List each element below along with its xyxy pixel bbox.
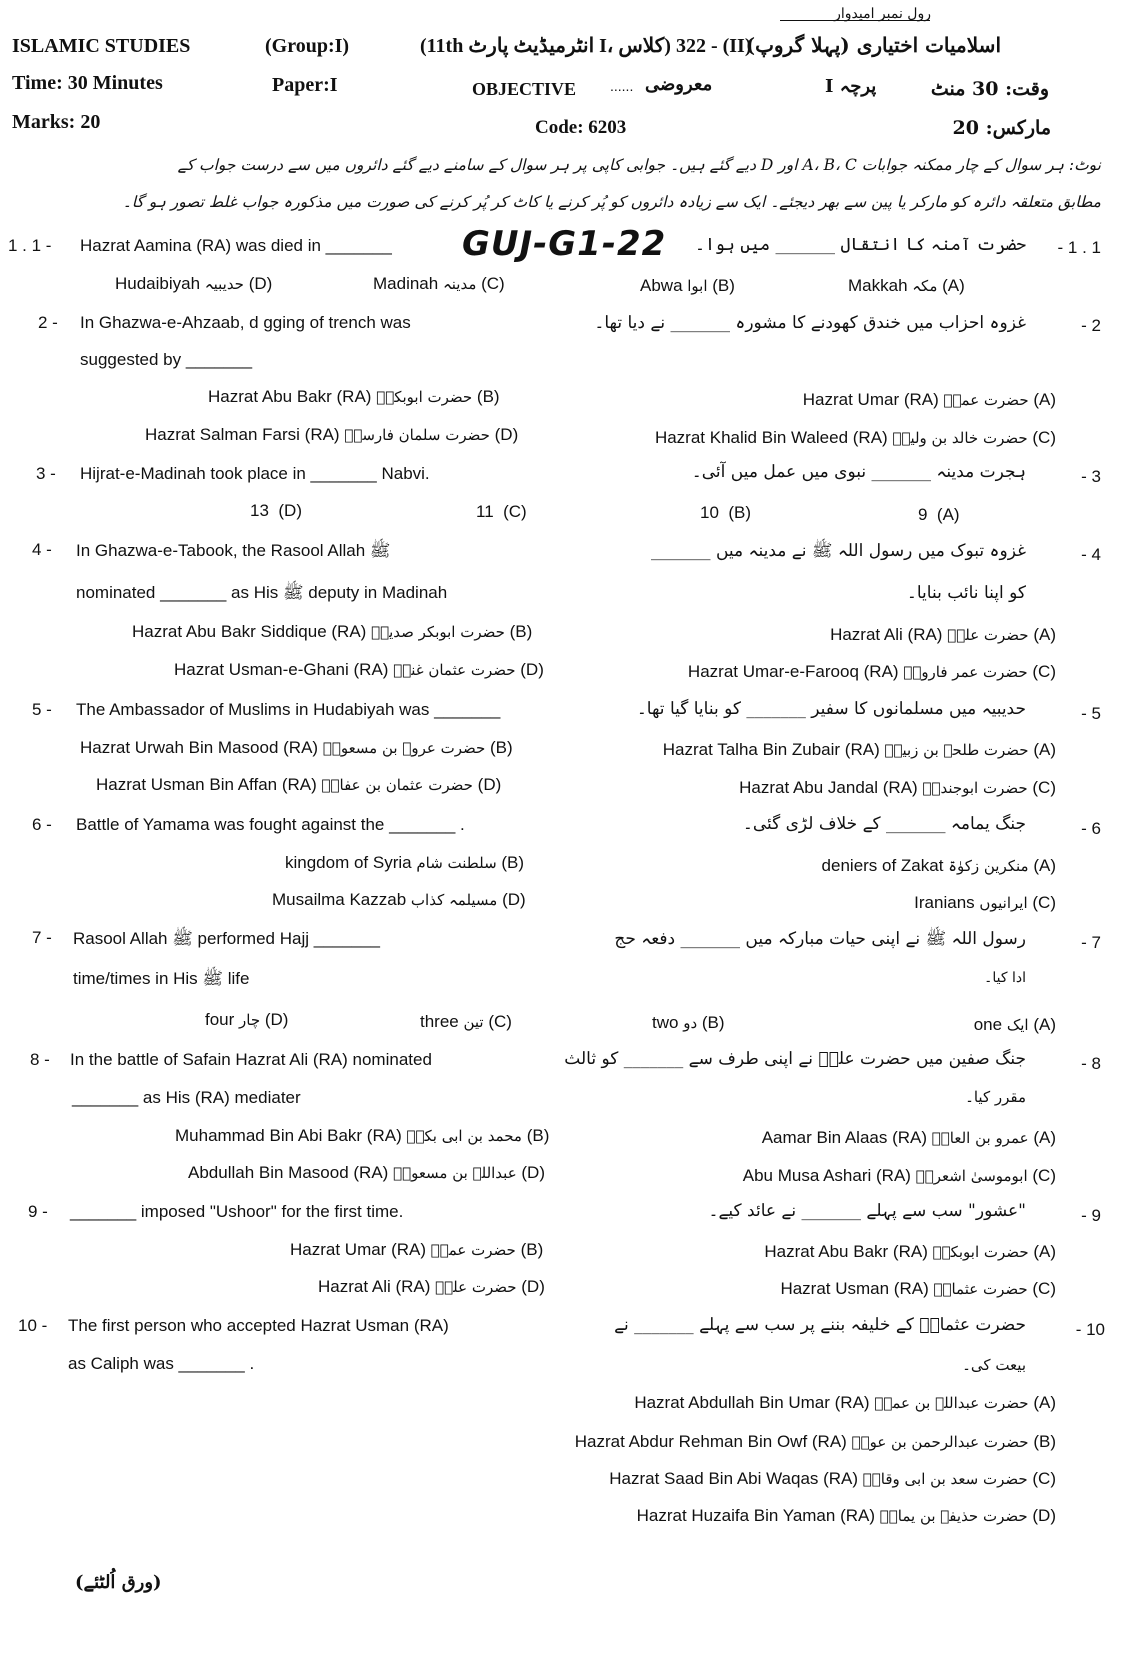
paper-urdu: پرچہ I [825,76,877,97]
option-letter: (D) [264,1010,289,1029]
option-text-ur: حضرت ابوبکرؓ [932,1243,1029,1261]
option-text-ur: حضرت عبداللہ بن عمرؓ [874,1394,1029,1412]
option-letter: (C) [1032,428,1056,447]
option-text-en: Hazrat Abu Bakr (RA) [208,387,372,406]
turn-over-note: (ورق اُلٹئے) [75,1572,162,1593]
option-d [205,1010,288,1030]
option-text-en: 10 [700,503,719,522]
question-text-en-line-2: suggested by _______ [80,350,253,369]
option-text-en: Hazrat Abu Bakr Siddique (RA) [132,622,367,641]
question-number-en: 7 - [32,928,52,947]
option-text-ur: مکہ [912,277,938,295]
option-text-ur: دو [683,1014,698,1032]
option-text-ur: عبداللہ بن مسعودؓ [393,1164,517,1182]
question-text-en: Rasool Allah ﷺ performed Hajj _______ [73,929,380,948]
option-text-ur: حضرت علیؓ [435,1278,517,1296]
question-number-en: 8 - [30,1050,50,1069]
option-text-en: Hazrat Saad Bin Abi Waqas (RA) [609,1469,859,1488]
option-b [575,1432,1056,1452]
option-d [96,775,501,795]
option-letter: (D) [520,660,544,679]
question-text-en: The first person who accepted Hazrat Usman (RA) [68,1316,449,1335]
option-letter: (D) [521,1163,545,1182]
option-a [762,1128,1056,1148]
option-letter: (C) [1032,1469,1056,1488]
option-text-ur: حضرت عمرؓ [943,391,1029,409]
option-letter: (B) [1033,1432,1056,1451]
option-b [285,853,524,873]
time-english: Time: 30 Minutes [12,72,163,94]
roll-number-line [780,20,930,21]
option-c [420,1012,512,1032]
option-letter: (B) [490,738,513,757]
question-text-ur-line-2: بیعت کی۔ [962,1356,1026,1374]
option-text-ur: حضرت طلحہ بن زبیرؓ [884,741,1029,759]
option-letter: (C) [1032,1279,1056,1298]
option-text-en: Abu Musa Ashari (RA) [742,1166,911,1185]
question-text-ur: ہجرت مدینہ _______ نبوی میں عمل میں آئی۔ [691,462,1026,482]
question-text-ur: جنگ صفین میں حضرت علیؓ نے اپنی طرف سے _______ کو ثالث [564,1049,1026,1069]
option-letter: (A) [942,276,965,295]
option-letter: (D) [1032,1506,1056,1525]
question-text-en: Hazrat Aamina (RA) was died in _______ [80,236,392,255]
option-text-ur: عمرو بن العاصؓ [931,1129,1029,1147]
option-d [188,1163,545,1183]
option-text-en: kingdom of Syria [285,853,412,872]
option-text-en: Hazrat Usman Bin Affan (RA) [96,775,317,794]
option-letter: (A) [1033,1393,1056,1412]
subject-english: ISLAMIC STUDIES [12,35,191,57]
option-c [476,502,527,522]
option-letter: (A) [1033,1128,1056,1147]
class-code: (11th انٹرمیڈیٹ پارٹ I، کلاس) 322 - (II) [420,35,752,57]
option-letter: (C) [481,274,505,293]
question-text-en: _______ imposed "Ushoor" for the first time. [70,1202,404,1221]
question-number-ur: - 10 [1075,1320,1105,1339]
option-text-en: Iranians [914,893,975,912]
option-d [272,890,526,910]
option-letter: (A) [1033,1015,1056,1034]
option-text-en: 9 [918,505,928,524]
option-c [373,274,505,294]
option-text-en: Hazrat Talha Bin Zubair (RA) [662,740,880,759]
question-number-en: 1 . 1 - [8,236,52,255]
option-text-en: Hudaibiyah [115,274,201,293]
option-letter: (B) [509,622,533,641]
option-text-en: Hazrat Salman Farsi (RA) [145,425,340,444]
option-letter: (C) [1032,662,1056,681]
option-text-ur: مسیلمہ کذاب [410,891,498,909]
question-text-ur-line-2: ادا کیا۔ [984,970,1026,986]
roll-number-label: رول نمبر امیدوار [834,6,931,22]
option-d [250,501,302,521]
option-letter: (C) [1032,778,1056,797]
option-text-en: Hazrat Usman-e-Ghani (RA) [174,660,389,679]
option-letter: (D) [278,501,302,520]
option-letter: (B) [526,1126,550,1145]
question-text-ur: حدیبیہ میں مسلمانوں کا سفیر _______ کو بنایا گیا تھا۔ [636,699,1026,719]
option-text-en: Makkah [848,276,908,295]
option-a [663,740,1056,760]
question-text-en: In the battle of Safain Hazrat Ali (RA) nominated [70,1050,432,1069]
option-text-ur: حضرت سلمان فارسیؓ [344,426,490,444]
option-text-en: Abdullah Bin Masood (RA) [188,1163,389,1182]
option-letter: (B) [712,276,735,295]
option-text-en: four [205,1010,235,1029]
option-text-ur: حضرت ابوبکر صدیقؓ [371,623,505,641]
option-letter: (A) [936,505,960,524]
question-text-en-line-2: as Caliph was _______ . [68,1354,255,1373]
question-number-ur: - 6 [1081,819,1101,838]
option-a [634,1393,1056,1413]
question-text-ur: غزوہ تبوک میں رسول اللہ ﷺ نے مدینہ میں _______ [651,541,1026,561]
option-a [848,276,965,296]
option-text-ur: حضرت سعد بن ابی وقاصؓ [862,1470,1028,1488]
question-text-en-line-2: time/times in His ﷺ life [73,969,250,988]
option-c [743,1166,1056,1186]
option-text-ur: حضرت عمر فاروقؓ [903,663,1028,681]
option-text-ur: حضرت عثمان بن عفانؓ [321,776,473,794]
option-letter: (B) [701,1013,725,1032]
instructions-line-1: نوٹ: ہر سوال کے چار ممکنہ جوابات A، B، C اور D دیے گئے ہیں۔ جوابی کاپی پر ہر سوال کے سامنے دیے گئے دائروں میں سے درست جواب کے [177,156,1101,174]
question-number-ur: - 4 [1081,545,1101,564]
option-letter: (C) [1032,893,1056,912]
option-a [974,1015,1056,1035]
question-number-ur: - 3 [1081,467,1101,486]
option-b [652,1013,725,1033]
option-text-en: Hazrat Umar-e-Farooq (RA) [687,662,899,681]
question-text-ur: جنگ یمامہ _______ کے خلاف لڑی گئی۔ [742,814,1026,834]
subject-urdu: اسلامیات اختیاری (پہلا گروپ) [745,33,1001,57]
question-text-ur: رسول اللہ ﷺ نے اپنی حیات مبارکہ میں _______ دفعہ حج [614,929,1026,949]
paper-code: Code: 6203 [535,117,627,138]
objective-english: OBJECTIVE [472,79,577,99]
option-letter: (D) [502,890,526,909]
time-urdu: وقت: 30 منٹ [930,78,1049,100]
option-letter: (A) [1033,856,1056,875]
option-a [918,505,960,525]
option-text-en: two [652,1013,679,1032]
option-text-en: Hazrat Abdullah Bin Umar (RA) [634,1393,870,1412]
option-text-ur: حضرت خالد بن ولیدؓ [892,429,1028,447]
option-letter: (D) [521,1277,545,1296]
option-letter: (D) [248,274,273,293]
question-number-en: 9 - [28,1202,48,1221]
option-text-en: Hazrat Ali (RA) [318,1277,431,1296]
option-text-ur: حضرت عبدالرحمن بن عوفؓ [851,1433,1029,1451]
option-text-ur: حضرت عروہ بن مسعودؓ [322,739,486,757]
instructions-line-2: مطابق متعلقہ دائرہ کو مارکر یا پین سے بھر دیجئے۔ ایک سے زیادہ دائروں کو پُر کرنے یا کاٹ کر پُر کرنے کی صورت میں مذکورہ جواب غلط تصور ہو گا۔ [122,193,1101,211]
marks-english: Marks: 20 [12,111,101,133]
question-text-en: The Ambassador of Muslims in Hudabiyah was _______ [76,700,501,719]
option-text-ur: محمد بن ابی بکرؓ [406,1127,522,1145]
question-number-ur: - 2 [1081,316,1101,335]
option-text-en: Hazrat Abdur Rehman Bin Owf (RA) [574,1432,847,1451]
option-text-ur: حضرت حذیفہ بن یمانؓ [879,1507,1028,1525]
option-b [175,1126,549,1146]
option-text-ur: ابوموسیٰ اشعریؓ [915,1167,1028,1185]
option-text-ur: حضرت ابوبکرؓ [376,388,473,406]
option-letter: (C) [488,1012,512,1031]
option-text-en: Hazrat Abu Jandal (RA) [739,778,918,797]
option-text-en: Hazrat Ali (RA) [830,625,943,644]
objective-dots: ...... [610,78,634,94]
option-text-en: Hazrat Huzaifa Bin Yaman (RA) [636,1506,876,1525]
question-text-ur: غزوہ احزاب میں خندق کھودنے کا مشورہ _______ نے دیا تھا۔ [594,313,1026,333]
option-c [780,1279,1056,1299]
marks-urdu: مارکس: 20 [952,117,1051,139]
option-b [700,503,751,523]
option-text-ur: حضرت عمرؓ [430,1241,516,1259]
question-text-en: In Ghazwa-e-Ahzaab, d gging of trench was [80,313,411,332]
question-number-en: 10 - [18,1316,48,1335]
option-b [80,738,513,758]
option-text-en: deniers of Zakat [821,856,944,875]
option-text-ur: حضرت ابوجندلؓ [922,779,1028,797]
option-d [174,660,544,680]
question-number-en: 6 - [32,815,52,834]
option-text-en: three [420,1012,459,1031]
option-letter: (A) [1033,625,1056,644]
option-text-en: Musailma Kazzab [272,890,407,909]
option-text-ur: حضرت عثمانؓ [933,1280,1028,1298]
option-c [914,893,1056,913]
option-a [822,856,1056,876]
option-text-en: Aamar Bin Alaas (RA) [761,1128,928,1147]
option-text-en: Muhammad Bin Abi Bakr (RA) [175,1126,402,1145]
option-b [208,387,500,407]
option-letter: (C) [1032,1166,1056,1185]
option-text-ur: چار [239,1011,261,1029]
option-c [655,428,1056,448]
option-text-ur: ابوا [687,277,708,295]
question-text-ur-line-2: کو اپنا نائب بنایا۔ [906,583,1026,603]
option-text-ur: تین [463,1013,484,1031]
question-number-en: 5 - [32,700,52,719]
option-d [318,1277,545,1297]
question-number-ur: - 5 [1081,704,1101,723]
question-text-en: Battle of Yamama was fought against the _______ . [76,815,465,834]
question-number-en: 3 - [36,464,56,483]
question-text-ur: حضرت آمنہ کا انتقال _______ میں ہوا۔ [695,235,1026,255]
option-c [688,662,1056,682]
option-letter: (C) [503,502,527,521]
option-text-en: Hazrat Khalid Bin Waleed (RA) [654,428,888,447]
option-b [132,622,532,642]
option-letter: (A) [1033,390,1056,409]
option-text-ur: مدینہ [442,275,477,293]
option-letter: (B) [728,503,752,522]
option-letter: (A) [1033,1242,1056,1261]
option-d [145,425,518,445]
option-letter: (D) [477,775,502,794]
option-text-ur: سلطنت شام [416,854,497,872]
option-a [830,625,1056,645]
option-letter: (B) [501,853,525,872]
option-text-en: Hazrat Urwah Bin Masood (RA) [80,738,319,757]
option-text-ur: ایرانیوں [979,894,1028,912]
group-english: (Group:I) [265,35,350,57]
option-text-en: one [973,1015,1003,1034]
option-text-en: Hazrat Abu Bakr (RA) [764,1242,928,1261]
question-number-ur: - 9 [1081,1206,1101,1225]
question-text-en: Hijrat-e-Madinah took place in _______ Nabvi. [80,464,430,483]
option-letter: (A) [1033,740,1056,759]
option-text-ur: حدیبیہ [204,275,244,293]
paper-english: Paper:I [272,74,338,96]
question-text-en-line-2: _______ as His (RA) mediater [72,1088,301,1107]
question-text-en: In Ghazwa-e-Tabook, the Rasool Allah ﷺ [76,541,391,560]
option-text-en: Hazrat Usman (RA) [780,1279,929,1298]
option-text-en: Hazrat Umar (RA) [802,390,939,409]
option-d [637,1506,1056,1526]
option-b [290,1240,543,1260]
option-c [609,1469,1056,1489]
option-c [739,778,1056,798]
question-text-en-line-2: nominated _______ as His ﷺ deputy in Madinah [76,583,448,602]
option-text-ur: منکرین زکوٰۃ [948,857,1029,875]
option-text-en: Madinah [373,274,439,293]
option-text-ur: حضرت علیؓ [947,626,1029,644]
option-letter: (B) [476,387,500,406]
objective-urdu: معروضی [645,74,713,95]
option-text-en: Hazrat Umar (RA) [290,1240,427,1259]
option-a [803,390,1056,410]
option-a [764,1242,1056,1262]
question-text-ur: "عشور" سب سے پہلے _______ نے عائد کیے۔ [708,1201,1026,1221]
option-letter: (B) [520,1240,544,1259]
question-number-ur: - 8 [1081,1054,1101,1073]
option-text-en: Abwa [640,276,683,295]
question-text-ur: حضرت عثمانؓ کے خلیفہ بننے پر سب سے پہلے _______ نے [614,1315,1026,1335]
question-number-ur: - 1 . 1 [1057,238,1101,257]
option-text-en: 11 [476,502,494,521]
question-number-en: 4 - [32,540,52,559]
option-letter: (D) [494,425,519,444]
handwritten-code: GUJ-G1-22 [462,224,667,264]
question-number-ur: - 7 [1081,933,1101,952]
option-text-en: 13 [250,501,269,520]
question-text-ur-line-2: مقرر کیا۔ [965,1088,1026,1106]
option-text-ur: حضرت عثمان غنیؓ [393,661,516,679]
option-d [115,274,272,294]
option-b [640,276,735,296]
question-number-en: 2 - [38,313,58,332]
option-text-ur: ایک [1006,1016,1029,1034]
